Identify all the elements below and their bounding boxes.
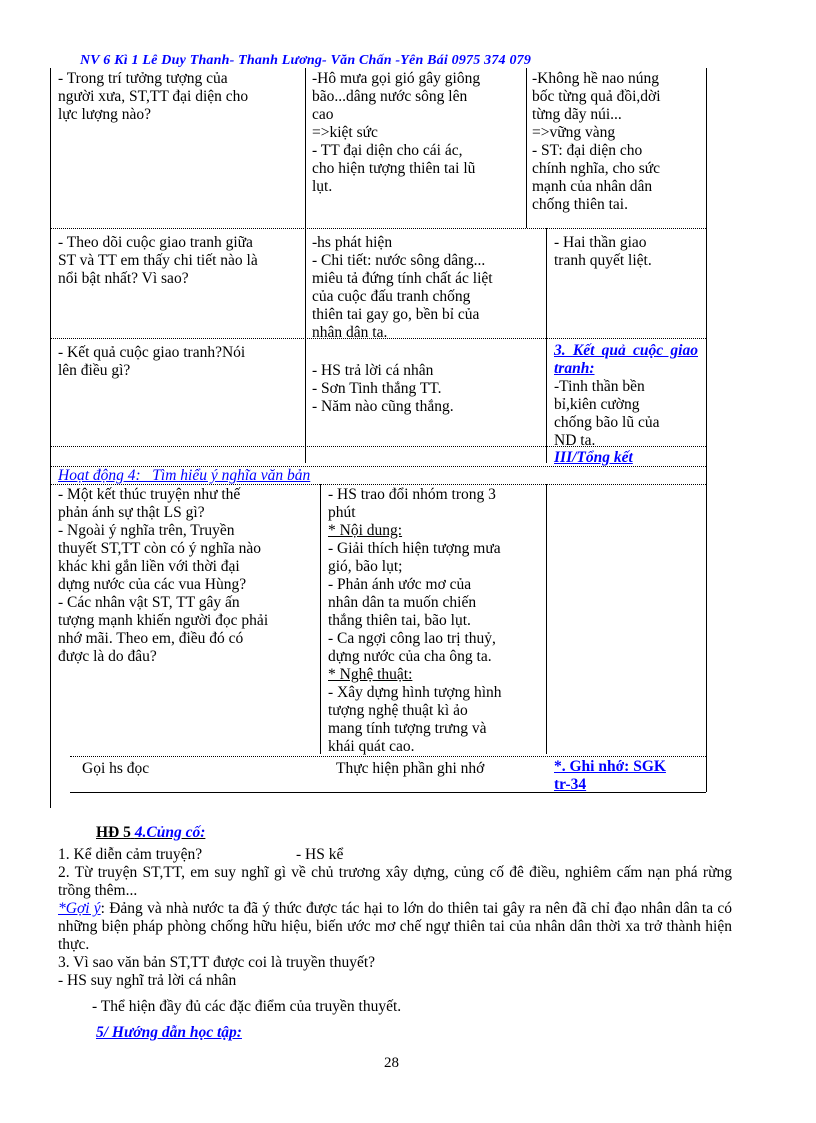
row5-question: Gọi hs đọc — [82, 760, 150, 777]
row3-question: - Kết quả cuộc giao tranh?Nói lên điều gì? — [58, 344, 246, 379]
hint-label: *Gợi ý — [58, 900, 101, 917]
document-header: NV 6 Kì 1 Lê Duy Thanh- Thanh Lương- Văn Chấn -Yên Bái 0975 374 079 — [80, 53, 532, 68]
row1-student-activity: -Hô mưa gọi gió gây giông bão...dâng nước sông lên cao =>kiệt sức - TT đại diện cho cái ác, cho hiện tượng thiên tai lũ lụt. — [312, 70, 481, 195]
row3-student-activity: - HS trả lời cá nhân - Sơn Tinh thắng TT. - Năm nào cũng thắng. — [312, 362, 454, 415]
study-guide-heading: 5/ Hướng dẫn học tập: — [96, 1024, 242, 1041]
row2-notes: - Hai thần giao tranh quyết liệt. — [554, 234, 652, 269]
hd5-title: 4.Củng cố: — [134, 824, 206, 841]
row5-student-activity: Thực hiện phần ghi nhớ — [336, 760, 485, 777]
consolidation-q3: 3. Vì sao văn bản ST,TT được coi là truyền thuyết? — [58, 954, 376, 971]
table-col2-divider-a — [526, 68, 527, 228]
consolidation-a1: - HS kể — [296, 846, 344, 863]
table-right-border — [706, 68, 707, 792]
row3-notes: 3. Kết quả cuộc giao tranh: -Tinh thần bền bỉ,kiên cường chống bão lũ của ND ta. — [554, 342, 698, 449]
row-divider-1 — [50, 228, 706, 229]
content-label: * Nội dung: — [328, 522, 403, 539]
row5-notes: *. Ghi nhớ: SGK tr-34 — [554, 758, 666, 793]
row2-question: - Theo dõi cuộc giao tranh giữa ST và TT em thấy chi tiết nào là nổi bật nhất? Vì sao? — [58, 234, 258, 287]
hint-paragraph: *Gợi ý: Đảng và nhà nước ta đã ý thức được tác hại to lớn do thiên tai gây ra nên đã chỉ đạo nhân dân ta có những biện pháp phòng chống hữu hiệu, biến ước mơ chế ngự thiên tai của nhân dân thời xa trở thành hiện thực. — [58, 900, 732, 953]
section-3-title: 3. Kết quả cuộc giao tranh: — [554, 342, 698, 377]
table-col1-divider-a — [305, 68, 306, 228]
table-col1-divider-c — [320, 484, 321, 754]
table-left-border — [50, 68, 51, 808]
table-col2-divider-b — [546, 228, 547, 463]
art-label: * Nghệ thuật: — [328, 666, 413, 683]
consolidation-q1: 1. Kể diễn cảm truyện? — [58, 846, 203, 863]
row1-question: - Trong trí tưởng tượng của người xưa, ST,TT đại diện cho lực lượng nào? — [58, 70, 249, 123]
consolidation-q2: 2. Từ truyện ST,TT, em suy nghĩ gì về chủ trương xây dựng, củng cố đê điều, nghiêm cấm nạn phá rừng trồng thêm... — [58, 864, 732, 899]
table-col2-divider-c — [546, 484, 547, 754]
row-divider-6 — [70, 756, 706, 757]
row2-student-activity: -hs phát hiện - Chi tiết: nước sông dâng... miêu tả đứng tính chất ác liệt của cuộc đấu tranh chống thiên tai gay go, bền bỉ của nhân dân ta. — [312, 234, 493, 341]
hd5-label: HĐ 5 4.Củng cố: — [96, 824, 206, 841]
row4-question: - Một kết thúc truyện như thế phản ánh sự thật LS gì? - Ngoài ý nghĩa trên, Truyền thuyết ST,TT còn có ý nghĩa nào khác khi gắn liền với thời đại dựng nước của các vua Hùng? - Các nhân vật ST, TT gây ấn tượng mạnh khiến người đọc phải nhớ mãi. Theo em, điều đó có được là do đâu? — [58, 486, 269, 665]
section-3-summary-title: III/Tổng kết — [554, 449, 633, 466]
table-col1-divider-b — [305, 228, 306, 463]
page-number: 28 — [384, 1055, 399, 1071]
activity-4-heading: Hoạt động 4: Tìm hiểu ý nghĩa văn bản — [58, 467, 311, 484]
row1-notes: -Không hề nao núng bốc từng quả đồi,dời từng dãy núi... =>vững vàng - ST: đại diện cho chính nghĩa, cho sức mạnh của nhân dân chống thiên tai. — [532, 70, 661, 213]
consolidation-a3a: - HS suy nghĩ trả lời cá nhân — [58, 972, 237, 989]
consolidation-a3b: - Thể hiện đầy đủ các đặc điểm của truyền thuyết. — [92, 998, 402, 1015]
row4-student-activity: - HS trao đổi nhóm trong 3 phút * Nội dung: - Giải thích hiện tượng mưa gió, bão lụt; - Phản ánh ước mơ của nhân dân ta muốn chiến thắng thiên tai, bão lụt. - Ca ngợi công lao trị thuỷ, dựng nước của cha ông ta. * Nghệ thuật: - Xây dựng hình tượng hình tượng nghệ thuật kì ảo mang tính tượng trưng và khái quát cao. — [328, 486, 540, 756]
